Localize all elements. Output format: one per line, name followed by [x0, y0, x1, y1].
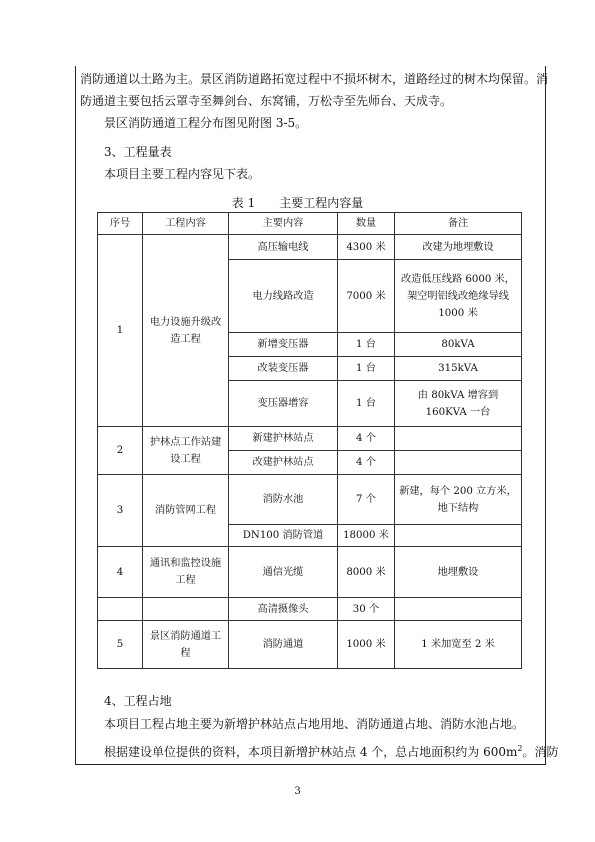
row-qty: 18000 米: [338, 525, 395, 547]
row-project: 电力设施升级改造工程: [143, 235, 229, 427]
row-note: 由 80kVA 增容到 160KVA 一台: [395, 381, 522, 427]
intro-line-3: 景区消防通道工程分布图见附图 3-5。: [80, 116, 308, 130]
header-item: 主要内容: [229, 213, 338, 235]
engineering-table: [97, 212, 522, 669]
table-row: [98, 598, 522, 621]
row-item: 通信光缆: [229, 547, 338, 598]
row-item: 高清摄像头: [229, 598, 338, 621]
row-note: 1 米加宽至 2 米: [395, 621, 522, 669]
header-project: 工程内容: [143, 213, 229, 235]
row-project: 通讯和监控设施工程: [143, 547, 229, 598]
row-note: 改建为地埋敷设: [395, 235, 522, 260]
table-row: [98, 427, 522, 451]
row-item: 新建护林站点: [229, 427, 338, 451]
intro-line-1: 消防通道以土路为主。景区消防道路拓宽过程中不损坏树木，道路经过的树木均保留。消: [80, 72, 549, 86]
page-number: 3: [294, 786, 301, 797]
row-qty: 1 台: [338, 333, 395, 357]
row-item: 高压输电线: [229, 235, 338, 260]
table-row: [98, 547, 522, 598]
row-item: 改建护林站点: [229, 451, 338, 475]
row-no: 5: [98, 621, 143, 669]
table-row: [98, 475, 522, 525]
row-item: 电力线路改造: [229, 260, 338, 333]
row-no: 1: [98, 235, 143, 427]
header-qty: 数量: [338, 213, 395, 235]
section-4-heading: 4、工程占地: [80, 694, 172, 708]
row-item: 消防通道: [229, 621, 338, 669]
row-note: 80kVA: [395, 333, 522, 357]
header-note: 备注: [395, 213, 522, 235]
row-no: 3: [98, 475, 143, 547]
row-qty: 4300 米: [338, 235, 395, 260]
row-project: 消防管网工程: [143, 475, 229, 547]
row-note: 315kVA: [395, 357, 522, 381]
section-4-text-2: [80, 738, 559, 763]
row-no: 4: [98, 547, 143, 598]
row-item: 消防水池: [229, 475, 338, 525]
row-no: 2: [98, 427, 143, 475]
row-qty: 4 个: [338, 451, 395, 475]
row-note: 新建，每个 200 立方米，地下结构: [395, 475, 522, 525]
row-qty: 1 台: [338, 381, 395, 427]
row-item: 变压器增容: [229, 381, 338, 427]
superscript-2: 2: [517, 744, 523, 753]
row-item: DN100 消防管道: [229, 525, 338, 547]
row-item: 改装变压器: [229, 357, 338, 381]
section-4-text-2a: 根据建设单位提供的资料，本项目新增护林站点 4 个，总占地面积约为 600m: [80, 745, 518, 759]
row-qty: 30 个: [338, 598, 395, 621]
table-caption: 表 1 主要工程内容量: [231, 196, 364, 210]
row-no: [98, 598, 143, 621]
row-note: 改造低压线路 6000 米，架空明铝线改绝缘导线 1000 米: [395, 260, 522, 333]
row-note: [395, 427, 522, 451]
row-note: [395, 525, 522, 547]
row-qty: 7 个: [338, 475, 395, 525]
intro-line-2: 防通道主要包括云罩寺至舞剑台、东窝铺，万松寺至先师台、天成寺。: [80, 94, 453, 108]
row-project: [143, 598, 229, 621]
row-qty: 4 个: [338, 427, 395, 451]
row-note: [395, 598, 522, 621]
row-qty: 1000 米: [338, 621, 395, 669]
table-header-row: [98, 213, 522, 235]
row-qty: 1 台: [338, 357, 395, 381]
section-4-text-1: 本项目工程占地主要为新增护林站点占地用地、消防通道占地、消防水池占地。: [80, 717, 525, 731]
section-4-text-2b: 。消防: [522, 745, 559, 759]
row-project: 护林点工作站建设工程: [143, 427, 229, 475]
row-project: 景区消防通道工程: [143, 621, 229, 669]
table-row: [98, 621, 522, 669]
section-3-heading: 3、工程量表: [80, 145, 172, 159]
row-item: 新增变压器: [229, 333, 338, 357]
header-no: 序号: [98, 213, 143, 235]
table-row: [98, 235, 522, 260]
row-qty: 7000 米: [338, 260, 395, 333]
section-3-text: 本项目主要工程内容见下表。: [80, 167, 261, 181]
row-qty: 8000 米: [338, 547, 395, 598]
row-note: 地埋敷设: [395, 547, 522, 598]
row-note: [395, 451, 522, 475]
